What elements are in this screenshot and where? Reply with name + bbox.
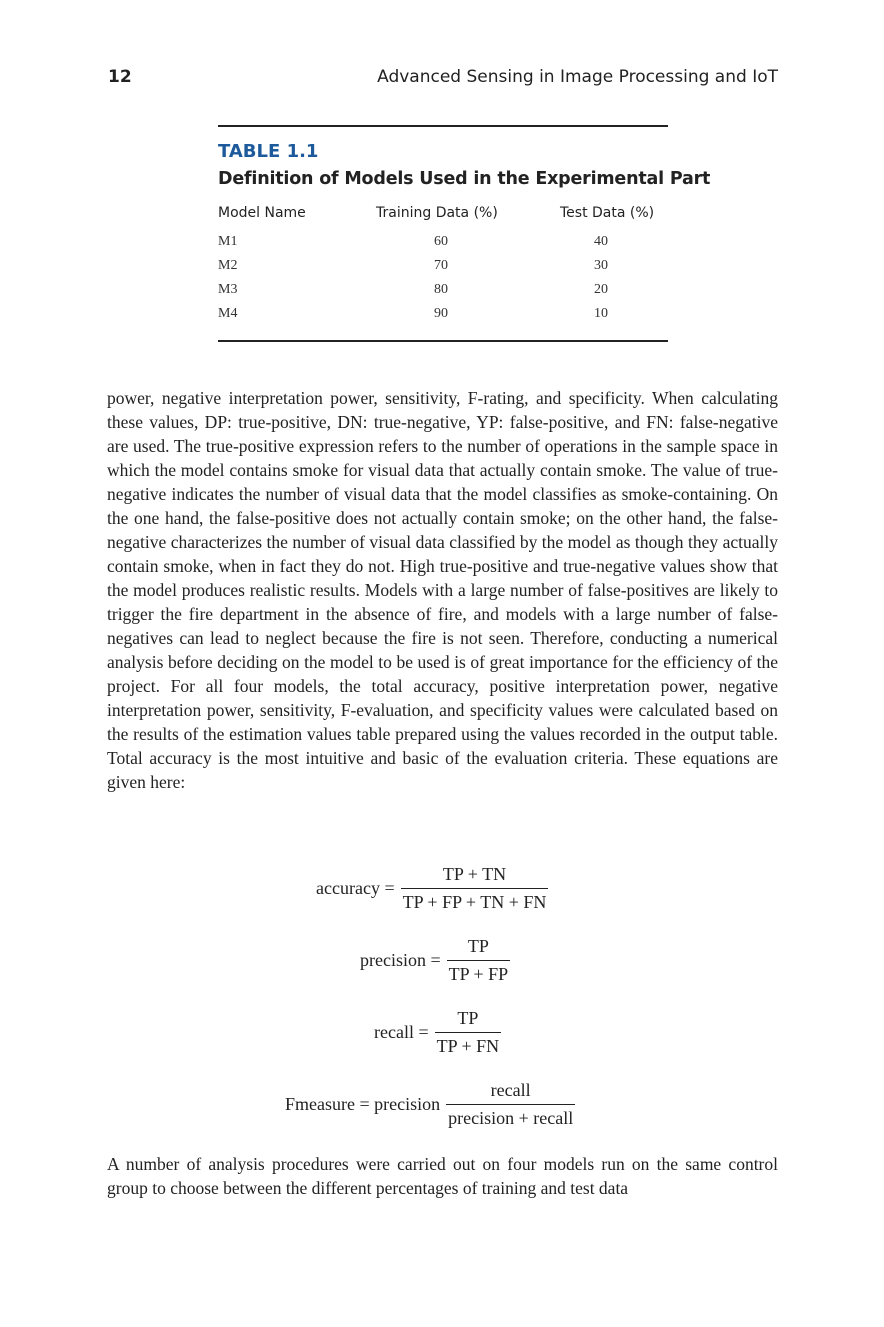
denominator: TP + FP + TN + FN <box>401 888 549 913</box>
numerator: TP + TN <box>442 864 507 884</box>
equation-lhs: recall = <box>374 1022 429 1042</box>
table-header-model-name: Model Name <box>218 205 306 221</box>
running-head: Advanced Sensing in Image Processing and IoT <box>377 67 778 87</box>
table-cell-training: 60 <box>434 234 448 249</box>
fraction <box>435 1008 502 1057</box>
body-paragraph: power, negative interpretation power, sensitivity, F-rating, and specificity. When calculating these values, DP: true-positive, DN: true-negative, YP: false-positive, and FN: false-negative are used. The true-positive expression refers to the number of operations in the sample space in which the model contains smoke for visual data that actually contain smoke. The value of true-negative indicates the number of visual data that the model classifies as smoke-containing. On the one hand, the false-positive does not actually contain smoke; on the other hand, the false-negative characterizes the number of visual data classified by the model as though they actually contain smoke, when in fact they do not. High true-positive and true-negative values show that the model produces realistic results. Models with a large number of false-positives are likely to trigger the fire department in the absence of fire, and models with a large number of false-negatives can lead to neglect because the fire is not seen. Therefore, conducting a numerical analysis before deciding on the model to be used is of great importance for the efficiency of the project. For all four models, the total accuracy, positive interpretation power, negative interpretation power, sensitivity, F-evaluation, and specificity values were calculated based on the results of the estimation values table prepared using the values recorded in the output table. Total accuracy is the most intuitive and basic of the evaluation criteria. These equations are given here: <box>107 388 778 792</box>
table-cell-model: M4 <box>218 306 238 321</box>
closing-paragraph: A number of analysis procedures were carried out on four models run on the same control group to choose between the different percentages of training and test data <box>107 1154 778 1198</box>
table-cell-model: M3 <box>218 282 238 297</box>
table-top-rule <box>218 125 668 127</box>
table-header-test-data: Test Data (%) <box>560 205 655 221</box>
denominator: precision + recall <box>446 1104 575 1129</box>
numerator: recall <box>490 1080 531 1100</box>
table-caption: Definition of Models Used in the Experimental Part <box>218 169 711 189</box>
table-label: TABLE 1.1 <box>218 141 319 162</box>
fraction <box>446 1080 575 1129</box>
denominator: TP + FN <box>435 1032 502 1057</box>
table-cell-training: 90 <box>434 306 448 321</box>
equation-recall <box>374 1008 501 1057</box>
equation-fmeasure <box>285 1080 575 1129</box>
equation-lhs: precision = <box>360 950 441 970</box>
table-cell-model: M1 <box>218 234 238 249</box>
table-cell-training: 80 <box>434 282 448 297</box>
table-cell-test: 30 <box>594 258 608 273</box>
page-number: 12 <box>108 67 132 87</box>
equation-precision <box>360 936 510 985</box>
numerator: TP <box>467 936 489 956</box>
table-cell-test: 10 <box>594 306 608 321</box>
table-bottom-rule <box>218 340 668 342</box>
table-header-training-data: Training Data (%) <box>376 205 498 221</box>
denominator: TP + FP <box>447 960 511 985</box>
table-cell-test: 40 <box>594 234 608 249</box>
equation-accuracy <box>316 864 548 913</box>
table-cell-test: 20 <box>594 282 608 297</box>
fraction <box>401 864 549 913</box>
table-cell-training: 70 <box>434 258 448 273</box>
table-cell-model: M2 <box>218 258 238 273</box>
equation-lhs: Fmeasure = precision <box>285 1094 441 1114</box>
numerator: TP <box>457 1008 479 1028</box>
equation-lhs: accuracy = <box>316 878 395 898</box>
fraction <box>447 936 511 985</box>
